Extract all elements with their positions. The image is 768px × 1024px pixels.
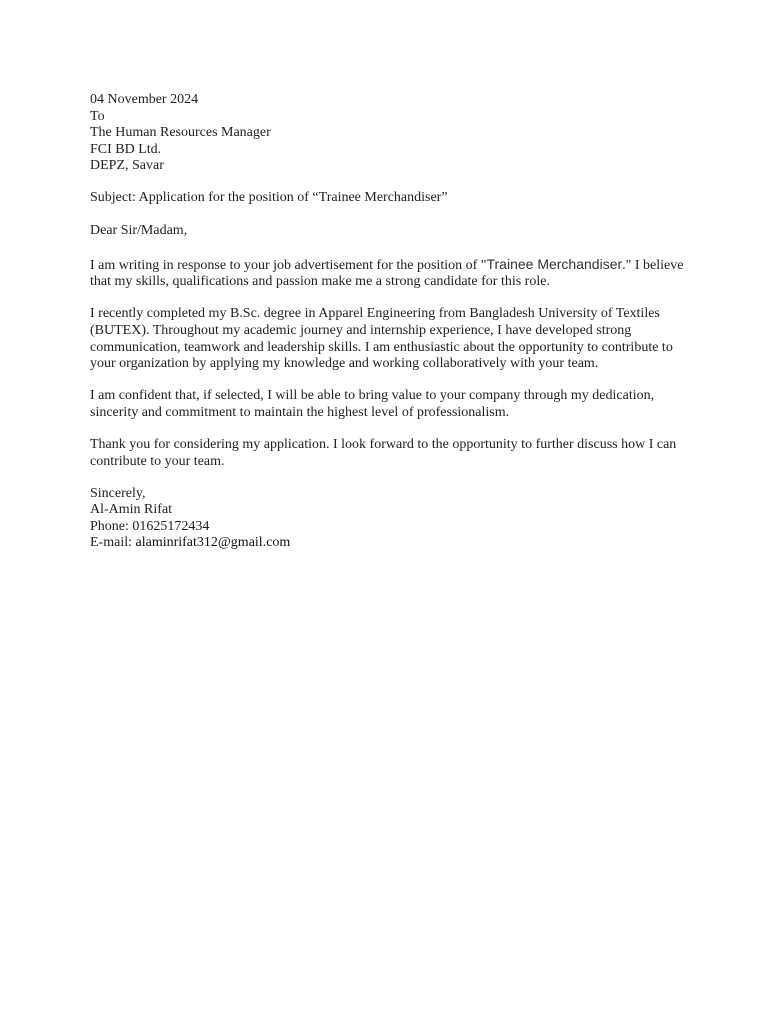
recipient-company: FCI BD Ltd.: [90, 141, 162, 157]
letter-closing: Sincerely,: [90, 485, 146, 501]
letter-salutation: Dear Sir/Madam,: [90, 222, 188, 238]
paragraph-1-line-1-start: I am writing in response to your job advertisement for the position of ": [90, 257, 487, 273]
letter-date: 04 November 2024: [90, 92, 199, 107]
cover-letter: [90, 92, 690, 552]
paragraph-4-line: Thank you for considering my application. I look forward to the opportunity to further discuss how I can: [90, 436, 677, 452]
paragraph-4-line: contribute to your team.: [90, 453, 225, 469]
paragraph-2-line: I recently completed my B.Sc. degree in Apparel Engineering from Bangladesh University of Textiles: [90, 306, 660, 322]
sender-email: [90, 535, 690, 552]
paragraph-2-line: communication, teamwork and leadership skills. I am enthusiastic about the opportunity to contribute to: [90, 339, 673, 355]
paragraph-1-line-2: that my skills, qualifications and passion make me a strong candidate for this role.: [90, 274, 550, 290]
email-address: alaminrifat312@gmail.com: [135, 535, 291, 551]
paragraph-3-line: sincerity and commitment to maintain the highest level of professionalism.: [90, 404, 510, 420]
paragraph-1: [90, 256, 690, 291]
paragraph-1-line-1: [90, 256, 690, 275]
sender-name: Al-Amin Rifat: [90, 502, 173, 518]
paragraph-3-line: I am confident that, if selected, I will be able to bring value to your company through my dedication,: [90, 388, 655, 404]
email-label: E-mail:: [90, 535, 136, 551]
recipient-address: DEPZ, Savar: [90, 158, 164, 174]
letter-subject: Subject: Application for the position of “Trainee Merchandiser”: [90, 190, 448, 206]
sender-phone: Phone: 01625172434: [90, 518, 210, 534]
paragraph-2: [90, 306, 690, 372]
paragraph-4: [90, 437, 690, 470]
paragraph-3: [90, 388, 690, 421]
paragraph-2-line: (BUTEX). Throughout my academic journey and internship experience, I have developed strong: [90, 322, 632, 338]
letter-header: [90, 92, 690, 175]
paragraph-2-line: your organization by applying my knowledge and working collaboratively with your team.: [90, 356, 599, 372]
paragraph-1-line-1-end: ." I believe: [622, 257, 684, 273]
recipient-to: To: [90, 108, 105, 124]
signature-block: [90, 486, 690, 552]
recipient-title: The Human Resources Manager: [90, 125, 271, 141]
job-title-highlight: Trainee Merchandiser: [486, 255, 623, 272]
